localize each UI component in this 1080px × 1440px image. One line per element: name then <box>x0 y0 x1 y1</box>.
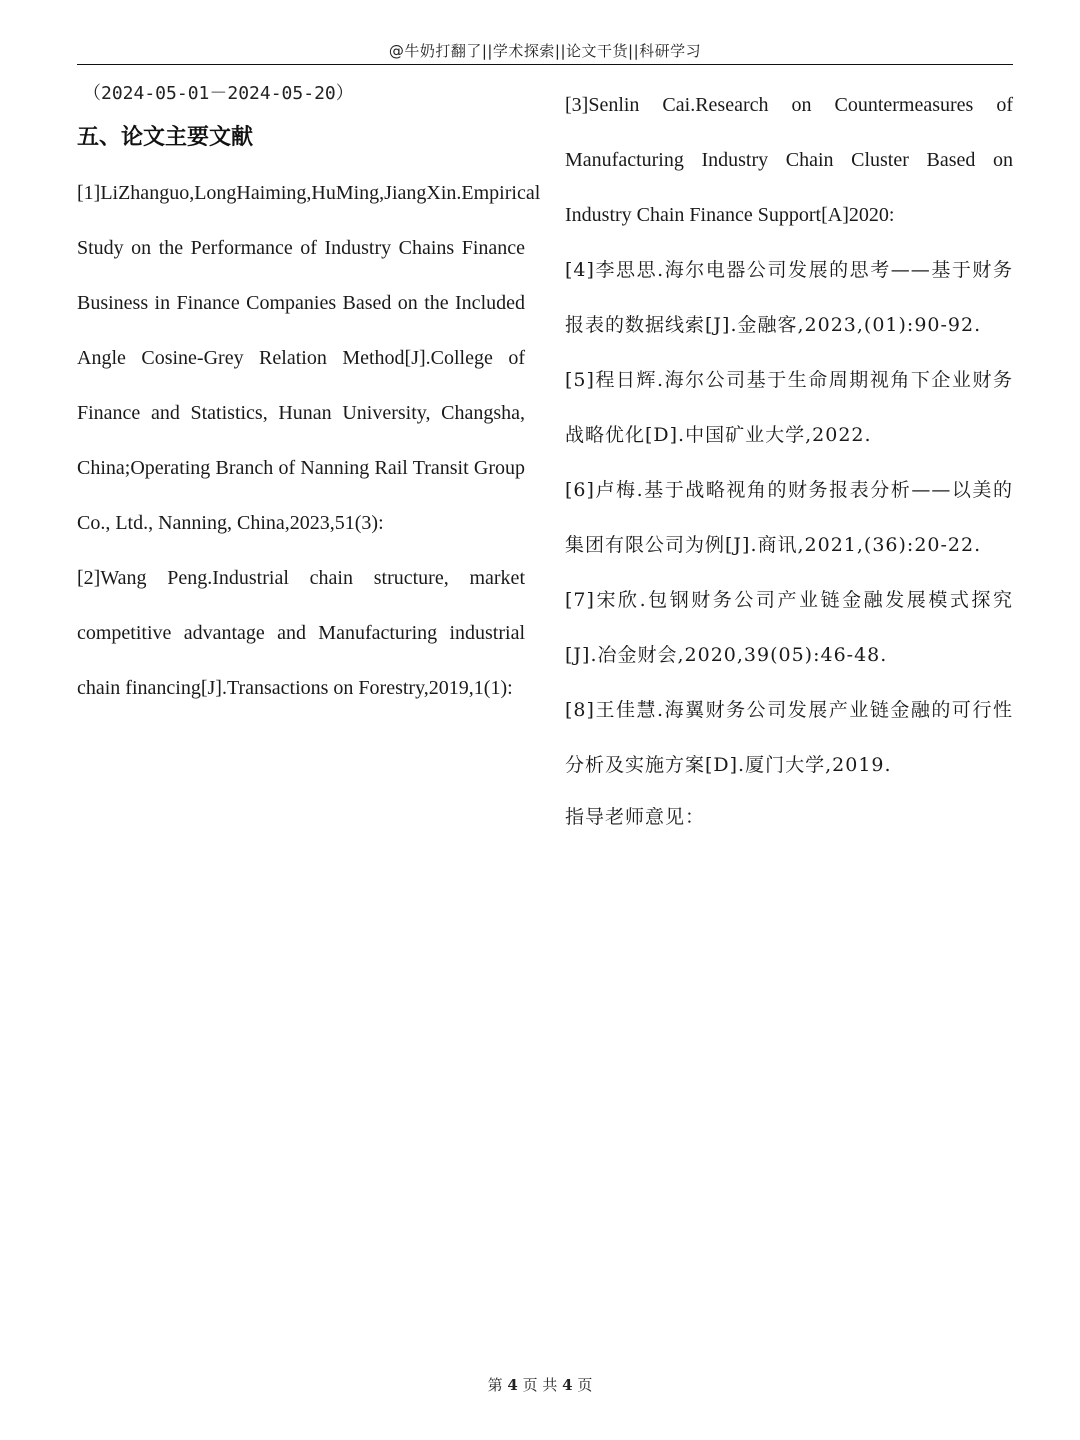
footer-middle: 页 共 <box>522 1376 558 1394</box>
reference-6: [6]卢梅.基于战略视角的财务报表分析——以美的集团有限公司为例[J].商讯,2021,(36):20-22. <box>565 479 1013 556</box>
total-page-count: 4 <box>562 1376 573 1394</box>
reference-8: [8]王佳慧.海翼财务公司发展产业链金融的可行性分析及实施方案[D].厦门大学,2019. <box>565 699 1013 776</box>
reference-3: [3]Senlin Cai.Research on Countermeasures of Manufacturing Industry Chain Cluster Based on Industry Chain Finance Support[A]2020: <box>565 94 1013 226</box>
advisor-comment-label: 指导老师意见： <box>565 806 706 828</box>
reference-4: [4]李思思.海尔电器公司发展的思考——基于财务报表的数据线索[J].金融客,2023,(01):90-92. <box>565 259 1013 336</box>
section-title: 五、论文主要文献 <box>77 125 254 150</box>
header-divider <box>77 64 1013 65</box>
date-range: （2024-05-01－2024-05-20） <box>83 83 354 104</box>
right-column <box>565 78 1013 841</box>
reference-7: [7]宋欣.包钢财务公司产业链金融发展模式探究[J].冶金财会,2020,39(05):46-48. <box>565 589 1013 666</box>
page-header: @牛奶打翻了||学术探索||论文干货||科研学习 <box>388 42 702 60</box>
left-column <box>77 78 541 716</box>
reference-1: [1]LiZhanguo,LongHaiming,HuMing,JiangXin.Empirical Study on the Performance of Industry Chains Finance Business in Finance Companies Based on the Included Angle Cosine-Grey Relation Method[J].College of Finance and Statistics, Hunan University, Changsha, China;Operating Branch of Nanning Rail Transit Group Co., Ltd., Nanning, China,2023,51(3): <box>77 182 541 534</box>
page-footer <box>0 1374 1080 1395</box>
footer-prefix: 第 <box>487 1376 503 1394</box>
reference-5: [5]程日辉.海尔公司基于生命周期视角下企业财务战略优化[D].中国矿业大学,2022. <box>565 369 1013 446</box>
reference-2: [2]Wang Peng.Industrial chain structure, market competitive advantage and Manufacturing industrial chain financing[J].Transactions on Forestry,2019,1(1): <box>77 567 525 699</box>
footer-suffix: 页 <box>577 1376 593 1394</box>
current-page-number: 4 <box>507 1376 518 1394</box>
